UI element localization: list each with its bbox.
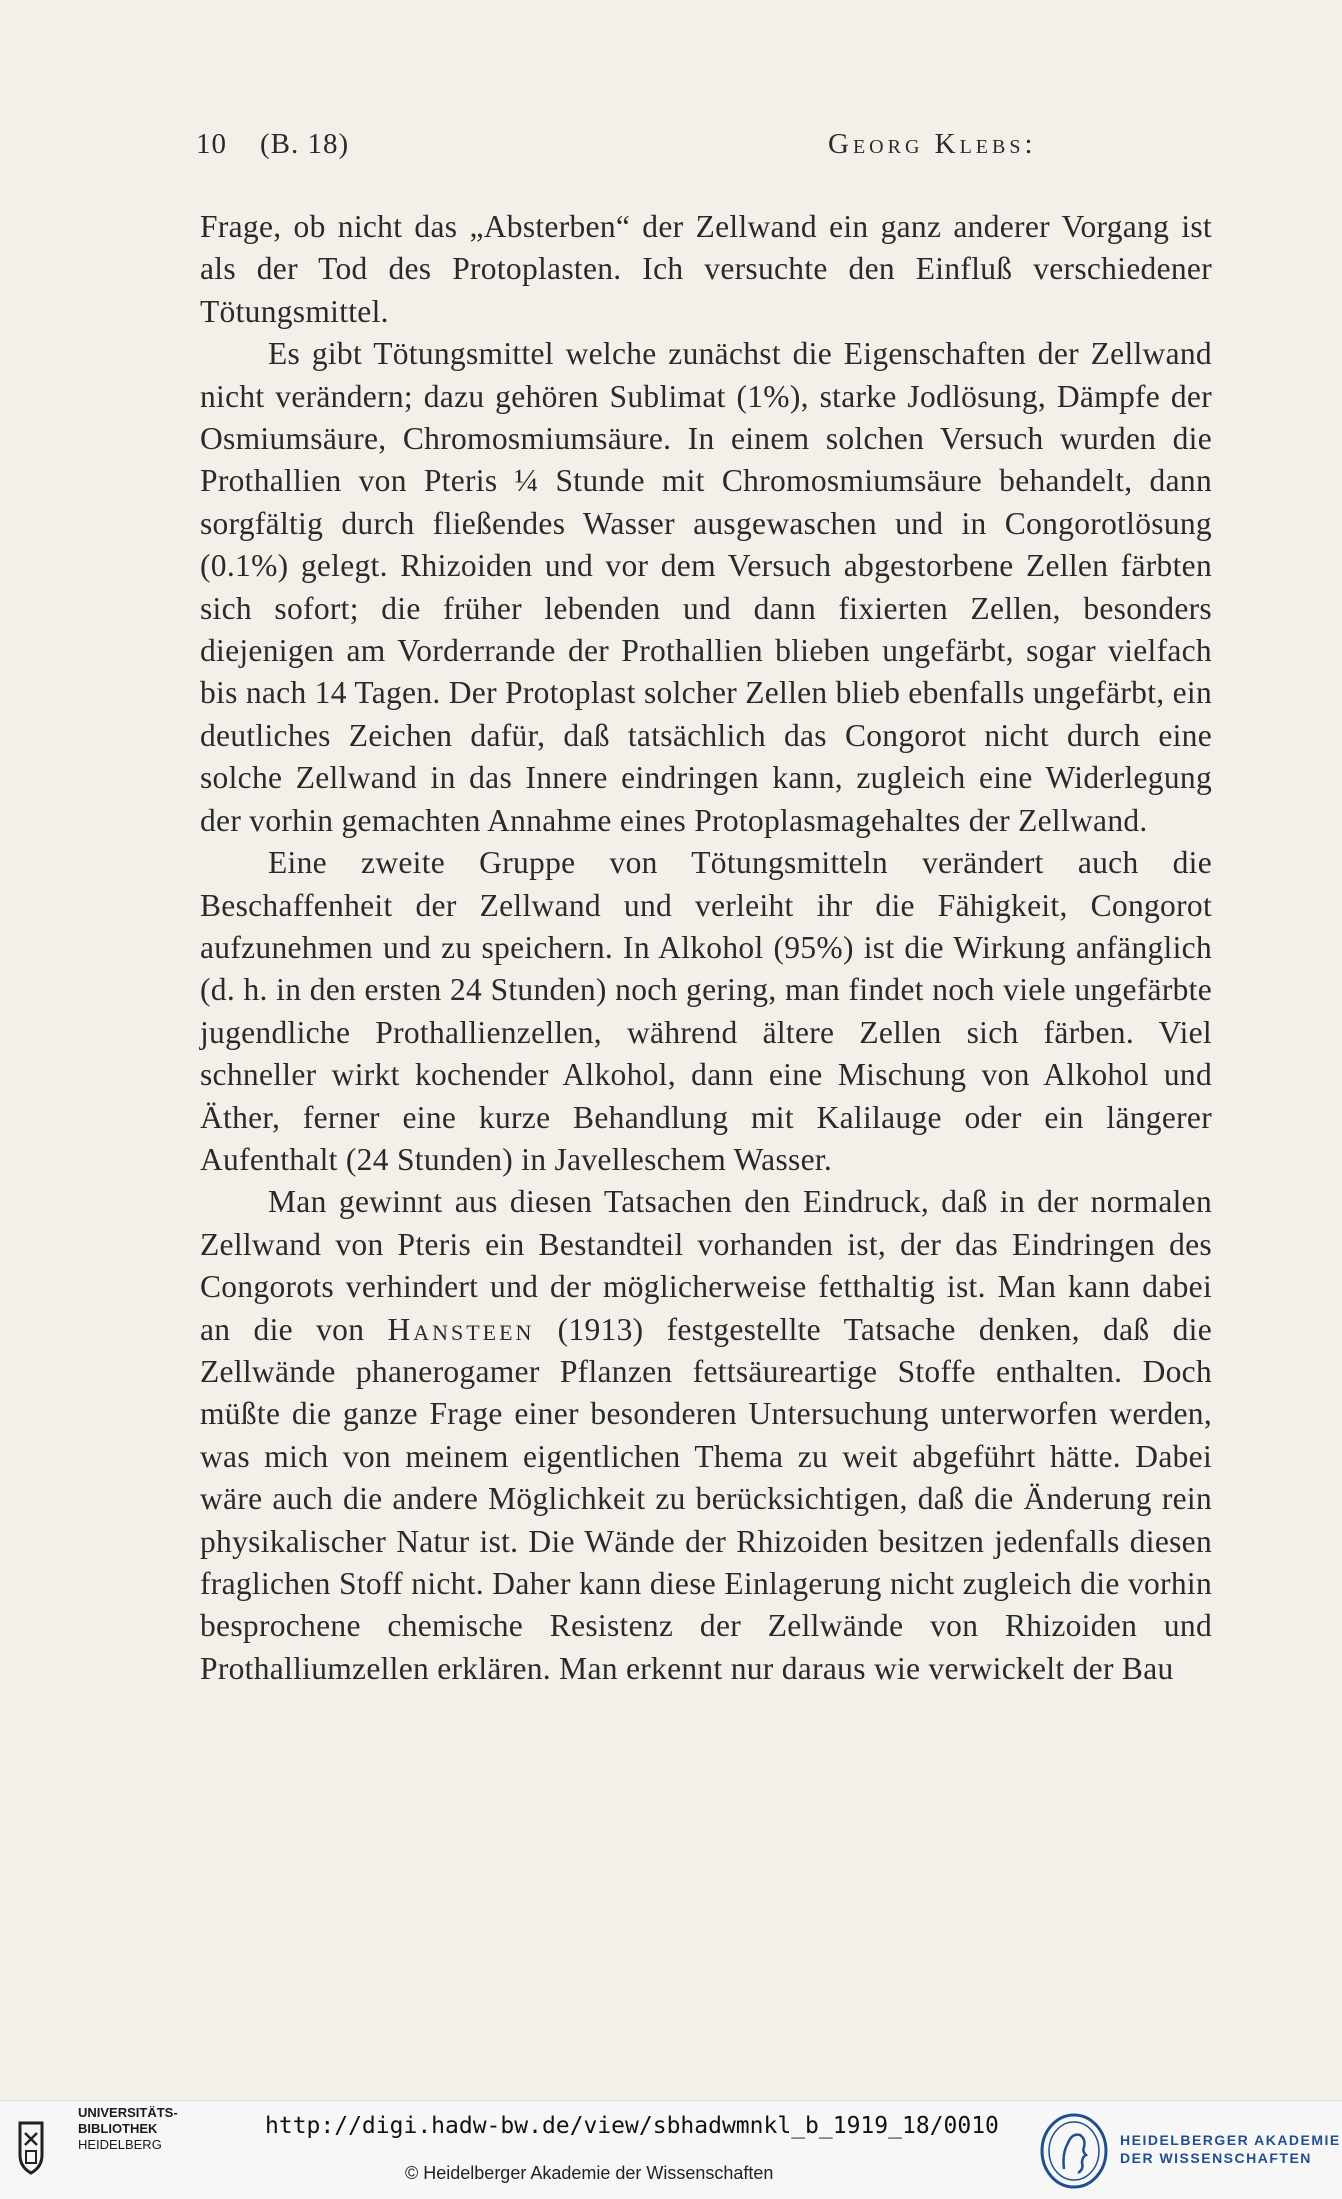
paragraph-1: Frage, ob nicht das „Absterben“ der Zellwand ein ganz anderer Vorgang ist als der Tod des Protoplasten. Ich versuchte den Einfluß verschiedener Tötungsmittel. bbox=[200, 209, 1212, 329]
page-number: 10 bbox=[196, 128, 227, 160]
body-text bbox=[200, 206, 1212, 1690]
library-city: HEIDELBERG bbox=[78, 2137, 162, 2152]
section-reference: (B. 18) bbox=[260, 128, 350, 160]
copyright-notice: © Heidelberger Akademie der Wissenschaften bbox=[405, 2163, 774, 2183]
cited-author: Hansteen bbox=[387, 1311, 535, 1347]
academy-name: HEIDELBERGER AKADEMIE DER WISSENSCHAFTEN bbox=[1120, 2132, 1341, 2166]
paragraph-4-part-2: (1913) festgestellte Tatsache denken, daß die Zellwände phanerogamer Pflanzen fettsäureartige Stoffe enthalten. Doch müßte die ganze Frage einer besonderen Untersuchung unterworfen werden, was mich von meinem eigentlichen Thema zu weit abgeführt hätte. Dabei wäre auch die andere Möglichkeit zu berücksichtigen, daß die Änderung rein physikalischer Natur ist. Die Wände der Rhizoiden besitzen jedenfalls diesen fraglichen Stoff nicht. Daher kann diese Einlagerung nicht zugleich die vorhin besprochene chemische Resistenz der Zellwände von Rhizoiden und Prothalliumzellen erklären. Man erkennt nur daraus wie verwickelt der Bau bbox=[200, 1311, 1212, 1686]
library-name bbox=[78, 2105, 178, 2153]
paragraph-4-part-1: Man gewinnt aus diesen Tatsachen den Eindruck, daß in der normalen Zellwand von Pteris ein Bestandteil vorhanden ist, der das Eindringen des Congorots verhindert und der möglicherweise fetthaltig ist. Man kann dabei an die von bbox=[200, 1184, 1212, 1347]
author-name: Georg Klebs: bbox=[828, 128, 1037, 160]
paragraph-2: Es gibt Tötungsmittel welche zunächst die Eigenschaften der Zellwand nicht verändern; dazu gehören Sublimat (1%), starke Jodlösung, Dämpfe der Osmiumsäure, Chromosmiumsäure. In einem solchen Versuch wurden die Prothallien von Pteris ¼ Stunde mit Chromosmiumsäure behandelt, dann sorgfältig durch fließendes Wasser ausgewaschen und in Congorotlösung (0.1%) gelegt. Rhizoiden und vor dem Versuch abgestorbene Zellen färbten sich sofort; die früher lebenden und dann fixierten Zellen, besonders diejenigen am Vorderrande der Prothallien blieben ungefärbt, sogar vielfach bis nach 14 Tagen. Der Protoplast solcher Zellen blieb ebenfalls ungefärbt, ein deutliches Zeichen dafür, daß tatsächlich das Congorot nicht durch eine solche Zellwand in das Innere eindringen kann, zugleich eine Widerlegung der vorhin gemachten Annahme eines Protoplasmagehaltes der Zellwand. bbox=[200, 336, 1212, 838]
library-name-text: UNIVERSITÄTS- BIBLIOTHEK bbox=[78, 2105, 178, 2136]
digitization-footer bbox=[0, 2100, 1342, 2199]
running-header bbox=[196, 128, 1216, 168]
permalink-url[interactable]: http://digi.hadw-bw.de/view/sbhadwmnkl_b_1919_18/0010 bbox=[265, 2113, 999, 2139]
paragraph-3: Eine zweite Gruppe von Tötungsmitteln verändert auch die Beschaffenheit der Zellwand und verleiht ihr die Fähigkeit, Congorot aufzunehmen und zu speichern. In Alkohol (95%) ist die Wirkung anfänglich (d. h. in den ersten 24 Stunden) noch gering, man findet noch viele ungefärbte jugendliche Prothallienzellen, während ältere Zellen sich färben. Viel schneller wirkt kochender Alkohol, dann eine Mischung von Alkohol und Äther, ferner eine kurze Behandlung mit Kalilauge oder ein längerer Aufenthalt (24 Stunden) in Javelleschem Wasser. bbox=[200, 845, 1212, 1177]
hawk-seal-icon bbox=[1038, 2111, 1110, 2191]
paragraph-4 bbox=[200, 1181, 1212, 1690]
